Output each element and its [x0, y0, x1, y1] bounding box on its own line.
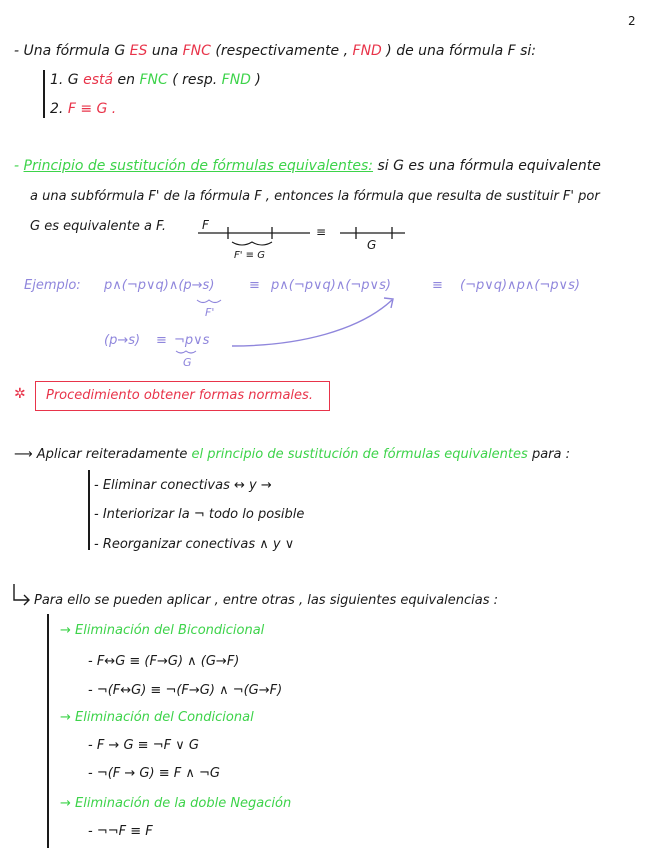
def-item1-esta: está	[83, 72, 114, 88]
def-rest: ) de una fórmula F si:	[386, 43, 537, 59]
rule-item: - F↔G ≡ (F→G) ∧ (G→F)	[88, 654, 240, 669]
def-item1-en: en	[117, 72, 136, 88]
def-resp: (respectivamente ,	[215, 43, 349, 59]
apply-text-b: para :	[531, 447, 570, 462]
def-es: ES	[129, 43, 148, 59]
principle-dash: -	[14, 158, 20, 174]
page-number: 2	[628, 14, 636, 28]
step-item: - Reorganizar conectivas ∧ y ∨	[94, 537, 295, 552]
def-item1-fnc: FNC	[139, 72, 168, 88]
principle-line-2: a una subfórmula F' de la fórmula F , entonces la fórmula que resulta de sustituir F' por	[30, 189, 600, 204]
example-sub-eq: ≡	[156, 333, 167, 348]
apply-text-green: el principio de sustitución de fórmulas equivalentes	[191, 447, 528, 462]
rule-item: - ¬(F → G) ≡ F ∧ ¬G	[88, 766, 220, 781]
example-eq-2: ≡	[432, 278, 443, 293]
example-sub-lhs: (p→s)	[104, 333, 141, 348]
example-sub-rhs: ¬p∨s	[174, 333, 210, 348]
principle-line1-rest: si G es una fórmula equivalente	[377, 158, 601, 174]
principle-title: Principio de sustitución de fórmulas equivalentes:	[23, 158, 374, 174]
section-title-doble-negacion: → Eliminación de la doble Negación	[60, 796, 292, 811]
step-item: - Interiorizar la ¬ todo lo posible	[94, 507, 305, 522]
example-expr-1: p∧(¬p∨q)∧(p→s)	[104, 278, 215, 293]
def-item2-num: 2.	[50, 101, 64, 117]
step-item: - Eliminar conectivas ↔ y →	[94, 478, 272, 493]
def-fnd: FND	[352, 43, 382, 59]
rule-item: - ¬¬F ≡ F	[88, 824, 153, 839]
def-intro: - Una fórmula G	[14, 43, 126, 59]
example-expr-2: p∧(¬p∨q)∧(¬p∨s)	[271, 278, 391, 293]
rule-item: - ¬(F↔G) ≡ ¬(F→G) ∧ ¬(G→F)	[88, 683, 283, 698]
arrow-right-icon: ⟶	[14, 447, 33, 462]
def-fnc: FNC	[182, 43, 211, 59]
apply-text-a: Aplicar reiteradamente	[36, 447, 188, 462]
def-item2-eq: F ≡ G .	[67, 101, 117, 117]
diagram-under-label: F' ≡ G	[234, 250, 265, 261]
example-expr-3: (¬p∨q)∧p∧(¬p∨s)	[460, 278, 580, 293]
procedure-title: Procedimiento obtener formas normales.	[46, 388, 313, 403]
def-item1-a: 1. G	[50, 72, 79, 88]
equivalences-bracket	[47, 614, 49, 848]
example-sub-label: F'	[205, 306, 215, 319]
def-item1-fnd: FND	[221, 72, 251, 88]
star-icon: ✲	[14, 386, 26, 402]
principle-line-3: G es equivalente a F.	[30, 219, 166, 234]
rule-item: - F → G ≡ ¬F ∨ G	[88, 738, 199, 753]
section-title-condicional: → Eliminación del Condicional	[60, 710, 254, 725]
example-sub-rhs-label: G	[183, 356, 192, 369]
def-una: una	[151, 43, 179, 59]
def-item1-resp: ( resp.	[172, 72, 218, 88]
diagram-G-label: G	[367, 238, 377, 252]
equivalences-intro: Para ello se pueden aplicar , entre otras , las siguientes equivalencias :	[34, 593, 499, 608]
diagram-F-label: F	[202, 218, 209, 232]
diagram-equiv: ≡	[316, 225, 327, 239]
example-label: Ejemplo:	[24, 278, 81, 293]
def-item1-close: )	[255, 72, 261, 88]
example-eq-1: ≡	[249, 278, 260, 293]
section-title-bicondicional: → Eliminación del Bicondicional	[60, 623, 265, 638]
